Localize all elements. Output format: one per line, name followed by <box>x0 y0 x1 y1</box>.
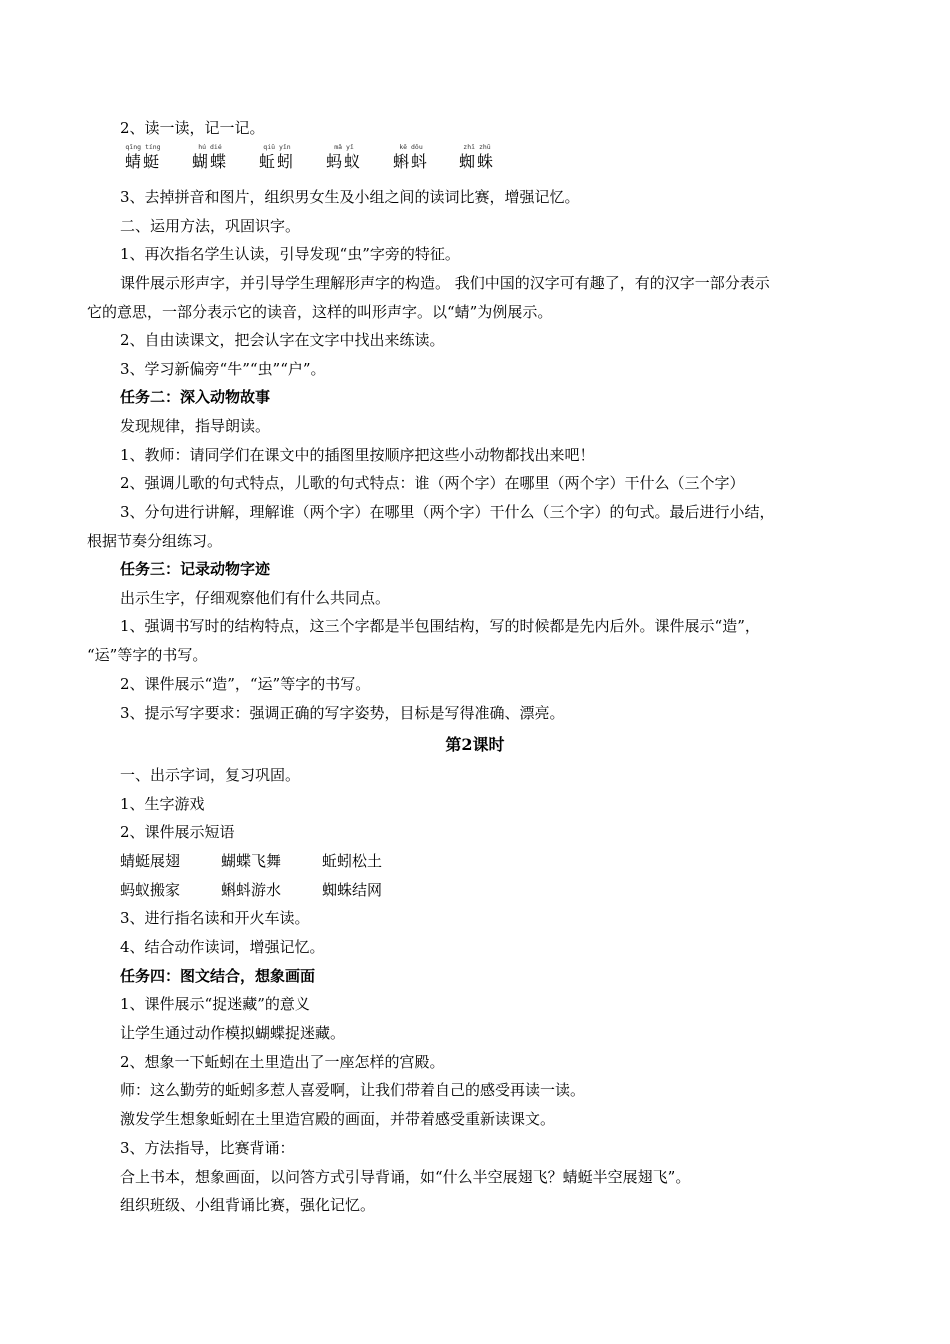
phrase: 蝴蝶飞舞 <box>221 852 282 870</box>
text-line: 3、提示写字要求：强调正确的写字姿势，目标是写得准确、漂亮。 <box>120 704 565 722</box>
hanzi: 蜻蜓 <box>124 152 161 171</box>
lesson-heading: 第2课时 <box>445 735 505 754</box>
text-line: 3、分句进行讲解，理解谁（两个字）在哪里（两个字）干什么（三个字）的句式。最后进行小结， <box>120 503 775 521</box>
text-line: 3、学习新偏旁“牛”“虫”“户”。 <box>120 360 326 378</box>
pinyin-word <box>388 143 434 173</box>
pinyin: kē dǒu <box>399 143 423 151</box>
text-line: 1、教师：请同学们在课文中的插图里按顺序把这些小动物都找出来吧！ <box>120 446 595 464</box>
text-line: 2、强调儿歌的句式特点，儿歌的句式特点：谁（两个字）在哪里（两个字）干什么（三个字） <box>120 474 745 492</box>
text-line: 2、想象一下蚯蚓在土里造出了一座怎样的宫殿。 <box>120 1053 445 1071</box>
text-line: 2、自由读课文，把会认字在文字中找出来练读。 <box>120 331 445 349</box>
hanzi: 蚯蚓 <box>258 152 295 171</box>
section-heading: 一、出示字词，复习巩固。 <box>120 766 301 784</box>
text-line: 4、结合动作读词，增强记忆。 <box>120 938 325 956</box>
text-line: 1、强调书写时的结构特点，这三个字都是半包围结构，写的时候都是先内后外。课件展示“造”， <box>120 617 760 635</box>
text-line: 根据节奏分组练习。 <box>87 532 223 550</box>
text-line: 1、生字游戏 <box>120 795 205 813</box>
text-line: 师：这么勤劳的蚯蚓多惹人喜爱啊，让我们带着自己的感受再读一读。 <box>120 1081 586 1099</box>
text-line: 2、课件展示短语 <box>120 823 235 841</box>
text-line: 出示生字，仔细观察他们有什么共同点。 <box>120 589 391 607</box>
hanzi: 蝌蚪 <box>392 152 429 171</box>
pinyin-word <box>187 143 233 173</box>
task-heading: 任务四：图文结合，想象画面 <box>120 967 316 985</box>
text-line: 2、课件展示“造”，“运”等字的书写。 <box>120 675 371 693</box>
phrase: 蚂蚁搬家 <box>120 881 181 899</box>
text-line: 2、读一读，记一记。 <box>120 119 265 137</box>
text-line: 发现规律，指导朗读。 <box>120 417 271 435</box>
pinyin-word <box>321 143 367 173</box>
phrase: 蜘蛛结网 <box>322 881 383 899</box>
task-heading: 任务二：深入动物故事 <box>120 388 271 406</box>
text-line: “运”等字的书写。 <box>87 646 208 664</box>
pinyin: zhī zhū <box>463 143 491 151</box>
phrase: 蜻蜓展翅 <box>120 852 181 870</box>
text-line: 课件展示形声字，并引导学生理解形声字的构造。 我们中国的汉字可有趣了，有的汉字一部分表示 <box>120 274 770 292</box>
text-line: 激发学生想象蚯蚓在土里造宫殿的画面，并带着感受重新读课文。 <box>120 1110 556 1128</box>
text-line: 1、课件展示“捉迷藏”的意义 <box>120 995 310 1013</box>
pinyin-word <box>120 143 166 173</box>
text-line: 3、去掉拼音和图片，组织男女生及小组之间的读词比赛，增强记忆。 <box>120 188 580 206</box>
phrase: 蝌蚪游水 <box>221 881 282 899</box>
task-heading: 任务三：记录动物字迹 <box>120 560 271 578</box>
pinyin-word <box>254 143 300 173</box>
pinyin: qiū yǐn <box>263 143 291 151</box>
text-line: 组织班级、小组背诵比赛，强化记忆。 <box>120 1196 376 1214</box>
text-line: 3、进行指名读和开火车读。 <box>120 909 310 927</box>
pinyin-word <box>454 143 500 173</box>
hanzi: 蝴蝶 <box>191 152 228 171</box>
hanzi: 蚂蚁 <box>325 152 362 171</box>
pinyin: mǎ yǐ <box>334 143 354 151</box>
section-heading: 二、运用方法，巩固识字。 <box>120 217 301 235</box>
text-line: 让学生通过动作模拟蝴蝶捉迷藏。 <box>120 1024 346 1042</box>
pinyin: hú dié <box>198 143 222 151</box>
text-line: 1、再次指名学生认读，引导发现“虫”字旁的特征。 <box>120 245 460 263</box>
hanzi: 蜘蛛 <box>458 152 495 171</box>
text-line: 3、方法指导，比赛背诵： <box>120 1139 295 1157</box>
pinyin: qīng tíng <box>125 143 161 151</box>
text-line: 它的意思，一部分表示它的读音，这样的叫形声字。以“蜻”为例展示。 <box>87 303 553 321</box>
phrase: 蚯蚓松土 <box>322 852 383 870</box>
text-line: 合上书本，想象画面，以问答方式引导背诵，如“什么半空展翅飞？蜻蜓半空展翅飞”。 <box>120 1168 691 1186</box>
